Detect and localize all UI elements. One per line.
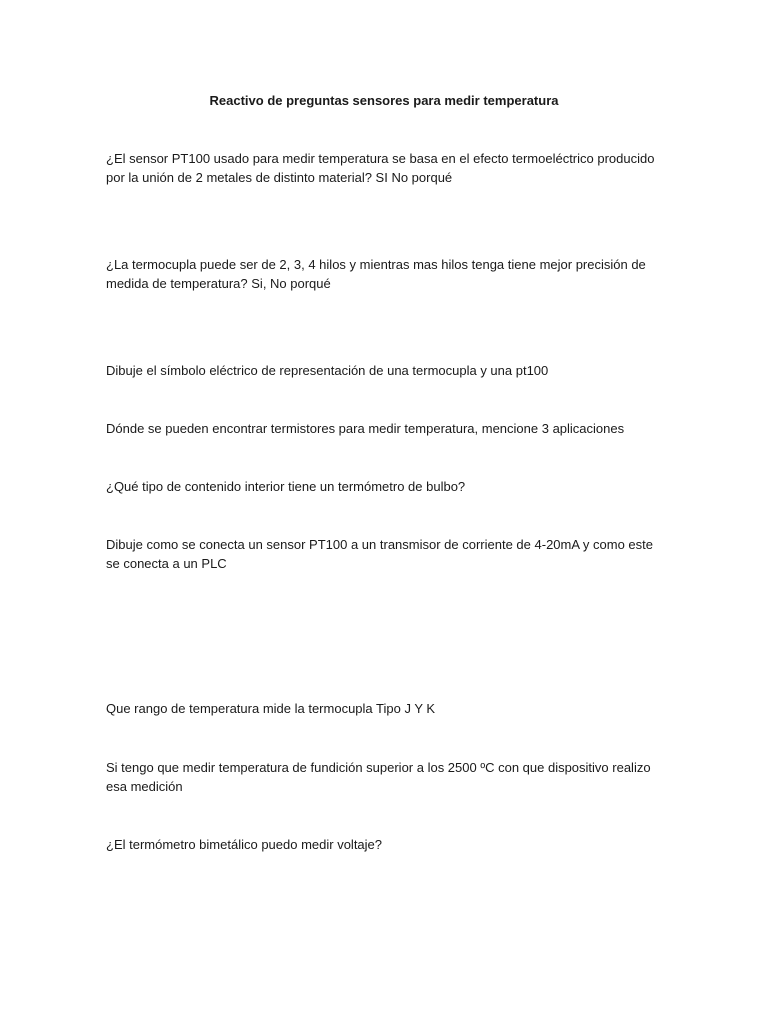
document-title: Reactivo de preguntas sensores para medir temperatura bbox=[209, 93, 559, 108]
question-7: Que rango de temperatura mide la termocupla Tipo J Y K bbox=[106, 701, 436, 716]
question-1: ¿El sensor PT100 usado para medir temperatura se basa en el efecto termoeléctrico producido por la unión de 2 metales de distinto material? SI No porqué bbox=[106, 151, 655, 185]
question-3: Dibuje el símbolo eléctrico de representación de una termocupla y una pt100 bbox=[106, 363, 549, 378]
question-2: ¿La termocupla puede ser de 2, 3, 4 hilos y mientras mas hilos tenga tiene mejor precisión de medida de temperatura? Si, No porqué bbox=[106, 257, 646, 291]
question-8: Si tengo que medir temperatura de fundición superior a los 2500 ºC con que dispositivo realizo esa medición bbox=[106, 760, 651, 794]
question-4: Dónde se pueden encontrar termistores para medir temperatura, mencione 3 aplicaciones bbox=[106, 421, 625, 436]
question-5: ¿Qué tipo de contenido interior tiene un termómetro de bulbo? bbox=[106, 479, 466, 494]
question-6: Dibuje como se conecta un sensor PT100 a un transmisor de corriente de 4-20mA y como este se conecta a un PLC bbox=[106, 537, 654, 571]
question-9: ¿El termómetro bimetálico puedo medir voltaje? bbox=[106, 837, 383, 852]
